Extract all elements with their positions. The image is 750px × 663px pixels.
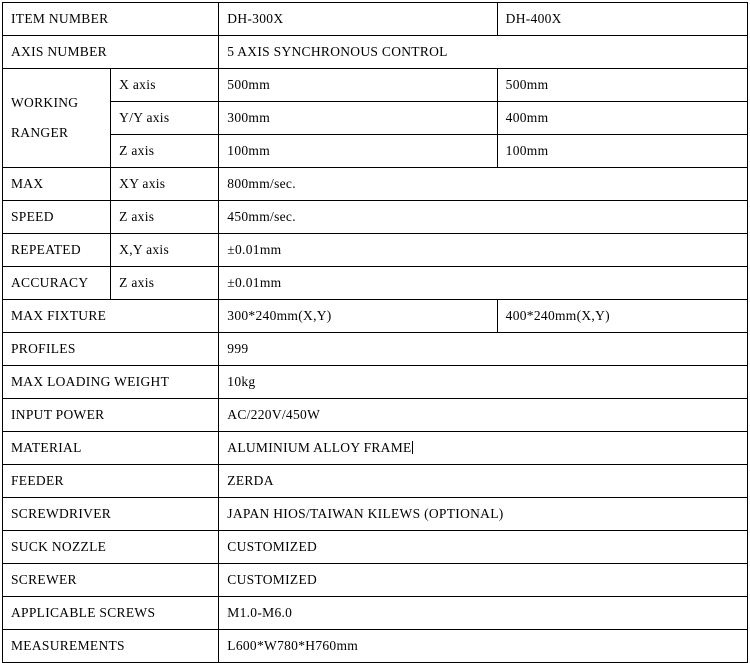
table-row: [3, 432, 748, 465]
cell-material-value: [219, 432, 748, 465]
cell-accuracy-xy: ±0.01mm: [219, 234, 748, 267]
table-row: [3, 135, 748, 168]
row-label-material: MATERIAL: [3, 432, 219, 465]
sublabel-z-axis-speed: Z axis: [111, 201, 219, 234]
cell-axis-number-value: 5 AXIS SYNCHRONOUS CONTROL: [219, 36, 748, 69]
row-label-max: MAX: [3, 168, 111, 201]
row-label-measurements: MEASUREMENTS: [3, 630, 219, 663]
row-label-max-fixture: MAX FIXTURE: [3, 300, 219, 333]
table-row: [3, 465, 748, 498]
table-row: [3, 564, 748, 597]
cell-profiles-value: 999: [219, 333, 748, 366]
table-row: [3, 234, 748, 267]
table-row: [3, 102, 748, 135]
row-label-accuracy: ACCURACY: [3, 267, 111, 300]
row-label-input-power: INPUT POWER: [3, 399, 219, 432]
cell-max-fixture-300x: 300*240mm(X,Y): [219, 300, 497, 333]
table-row: [3, 300, 748, 333]
cell-applicable-screws-value: M1.0-M6.0: [219, 597, 748, 630]
table-row: [3, 498, 748, 531]
table-row: [3, 168, 748, 201]
material-text: ALUMINIUM ALLOY FRAME: [227, 440, 412, 456]
row-label-max-loading-weight: MAX LOADING WEIGHT: [3, 366, 219, 399]
sublabel-x-axis: X axis: [111, 69, 219, 102]
table-row: [3, 267, 748, 300]
row-label-speed: SPEED: [3, 201, 111, 234]
cell-item-number-300x: DH-300X: [219, 3, 497, 36]
cell-working-z-300x: 100mm: [219, 135, 497, 168]
sublabel-yy-axis: Y/Y axis: [111, 102, 219, 135]
sublabel-xy-axis-accuracy: X,Y axis: [111, 234, 219, 267]
cell-working-y-400x: 400mm: [497, 102, 747, 135]
cell-screwer-value: CUSTOMIZED: [219, 564, 748, 597]
table-row: [3, 201, 748, 234]
text-cursor: [412, 441, 413, 454]
row-label-repeated: REPEATED: [3, 234, 111, 267]
row-label-axis-number: AXIS NUMBER: [3, 36, 219, 69]
table-row: [3, 399, 748, 432]
working-ranger-line2: RANGER: [11, 125, 69, 140]
cell-working-x-400x: 500mm: [497, 69, 747, 102]
row-label-screwdriver: SCREWDRIVER: [3, 498, 219, 531]
working-ranger-line1: WORKING: [11, 95, 79, 111]
row-label-applicable-screws: APPLICABLE SCREWS: [3, 597, 219, 630]
table-row: [3, 630, 748, 663]
cell-speed-z: 450mm/sec.: [219, 201, 748, 234]
cell-suck-nozzle-value: CUSTOMIZED: [219, 531, 748, 564]
row-label-screwer: SCREWER: [3, 564, 219, 597]
row-label-profiles: PROFILES: [3, 333, 219, 366]
row-label-working-ranger: [3, 69, 111, 168]
cell-accuracy-z: ±0.01mm: [219, 267, 748, 300]
table-row: [3, 3, 748, 36]
table-row: [3, 333, 748, 366]
cell-working-z-400x: 100mm: [497, 135, 747, 168]
table-row: [3, 69, 748, 102]
cell-max-fixture-400x: 400*240mm(X,Y): [497, 300, 747, 333]
table-row: [3, 531, 748, 564]
cell-feeder-value: ZERDA: [219, 465, 748, 498]
sublabel-z-axis-accuracy: Z axis: [111, 267, 219, 300]
sublabel-xy-axis-speed: XY axis: [111, 168, 219, 201]
specification-table: [2, 2, 748, 663]
row-label-suck-nozzle: SUCK NOZZLE: [3, 531, 219, 564]
cell-working-y-300x: 300mm: [219, 102, 497, 135]
cell-working-x-300x: 500mm: [219, 69, 497, 102]
sublabel-z-axis-working: Z axis: [111, 135, 219, 168]
cell-screwdriver-value: JAPAN HIOS/TAIWAN KILEWS (OPTIONAL): [219, 498, 748, 531]
table-row: [3, 366, 748, 399]
cell-speed-xy: 800mm/sec.: [219, 168, 748, 201]
table-row: [3, 597, 748, 630]
cell-max-loading-weight-value: 10kg: [219, 366, 748, 399]
cell-item-number-400x: DH-400X: [497, 3, 747, 36]
row-label-item-number: ITEM NUMBER: [3, 3, 219, 36]
cell-input-power-value: AC/220V/450W: [219, 399, 748, 432]
cell-measurements-value: L600*W780*H760mm: [219, 630, 748, 663]
table-row: [3, 36, 748, 69]
row-label-feeder: FEEDER: [3, 465, 219, 498]
